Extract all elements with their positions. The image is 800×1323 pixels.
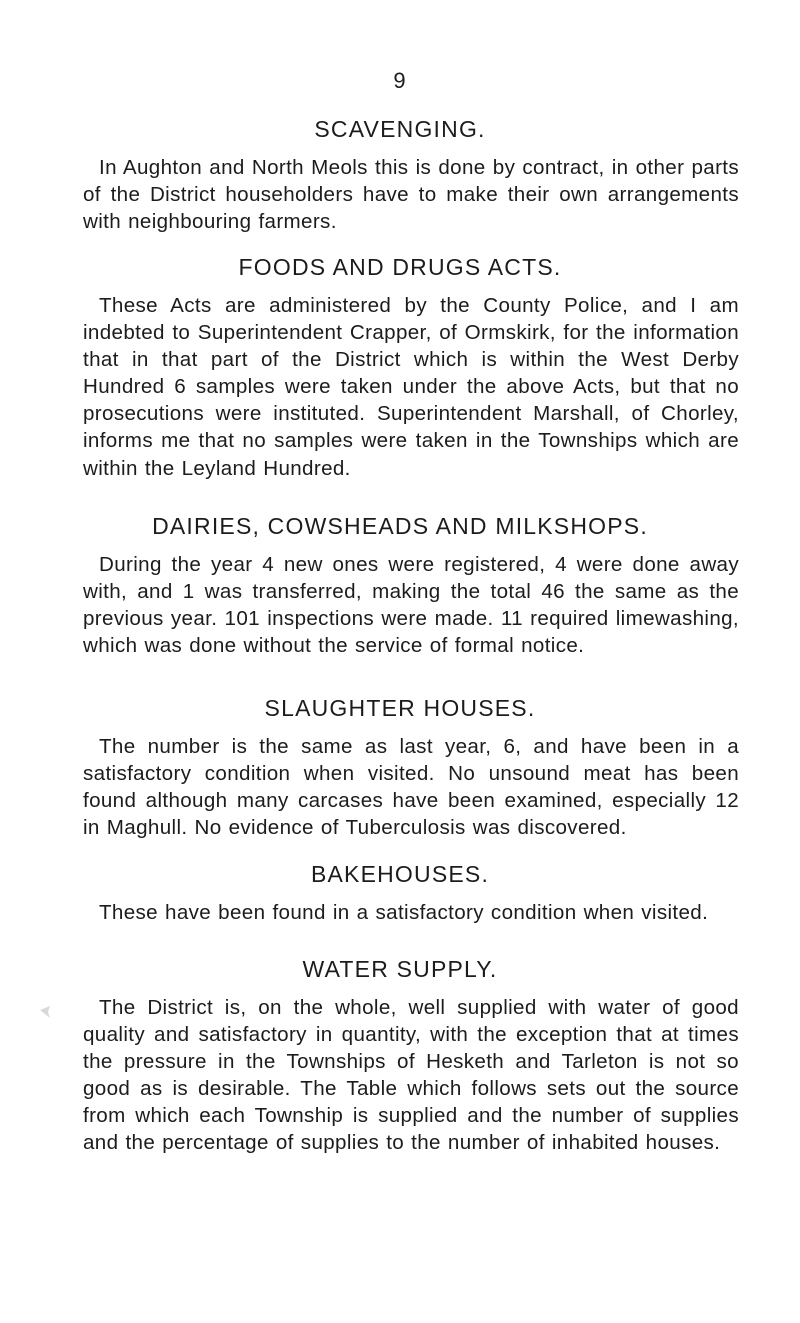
paragraph-foods-and-drugs-acts: These Acts are administered by the County Police, and I am indebted to Superintendent Crapper, of Ormskirk, for the information that in that part of the District which is within the West Derby Hundred 6 samples were taken under the above Acts, but that no prosecutions were instituted. Superintendent Marshall, of Chorley, informs me that no samples were taken in the Townships which are within the Leyland Hundred.: [83, 294, 739, 480]
scan-blemish-icon: [38, 1000, 52, 1020]
paragraph-dairies-cowsheads-milkshops: During the year 4 new ones were registered, 4 were done away with, and 1 was transferred, making the total 46 the same as the previous year. 101 inspections were made. 11 required limewashing, which was done without the service of formal notice.: [83, 553, 739, 658]
paragraph-bakehouses: These have been found in a satisfactory condition when visited.: [99, 901, 709, 924]
paragraph-scavenging: In Aughton and North Meols this is done by contract, in other parts of the District householders have to make their own arrangements with neighbouring farmers.: [83, 156, 739, 234]
heading-bakehouses: BAKEHOUSES.: [310, 861, 490, 887]
heading-dairies-cowsheads-milkshops: DAIRIES, COWSHEADS AND MILKSHOPS.: [152, 513, 648, 539]
paragraph-slaughter-houses: The number is the same as last year, 6, and have been in a satisfactory condition when visited. No unsound meat has been found although many carcases have been examined, especially 12 in Maghull. No evidence of Tuberculosis was discovered.: [83, 735, 739, 840]
heading-water-supply: WATER SUPPLY.: [302, 956, 498, 982]
paragraph-water-supply: The District is, on the whole, well supplied with water of good quality and satisfactory in quantity, with the exception that at times the pressure in the Townships of Hesketh and Tarleton is not so good as is desirable. The Table which follows sets out the source from which each Township is supplied and the number of supplies and the percentage of supplies to the number of inhabited houses.: [83, 996, 739, 1155]
heading-scavenging: SCAVENGING.: [314, 116, 486, 142]
heading-foods-and-drugs-acts: FOODS AND DRUGS ACTS.: [238, 254, 562, 280]
page-number: 9: [393, 68, 407, 93]
heading-slaughter-houses: SLAUGHTER HOUSES.: [264, 695, 536, 721]
